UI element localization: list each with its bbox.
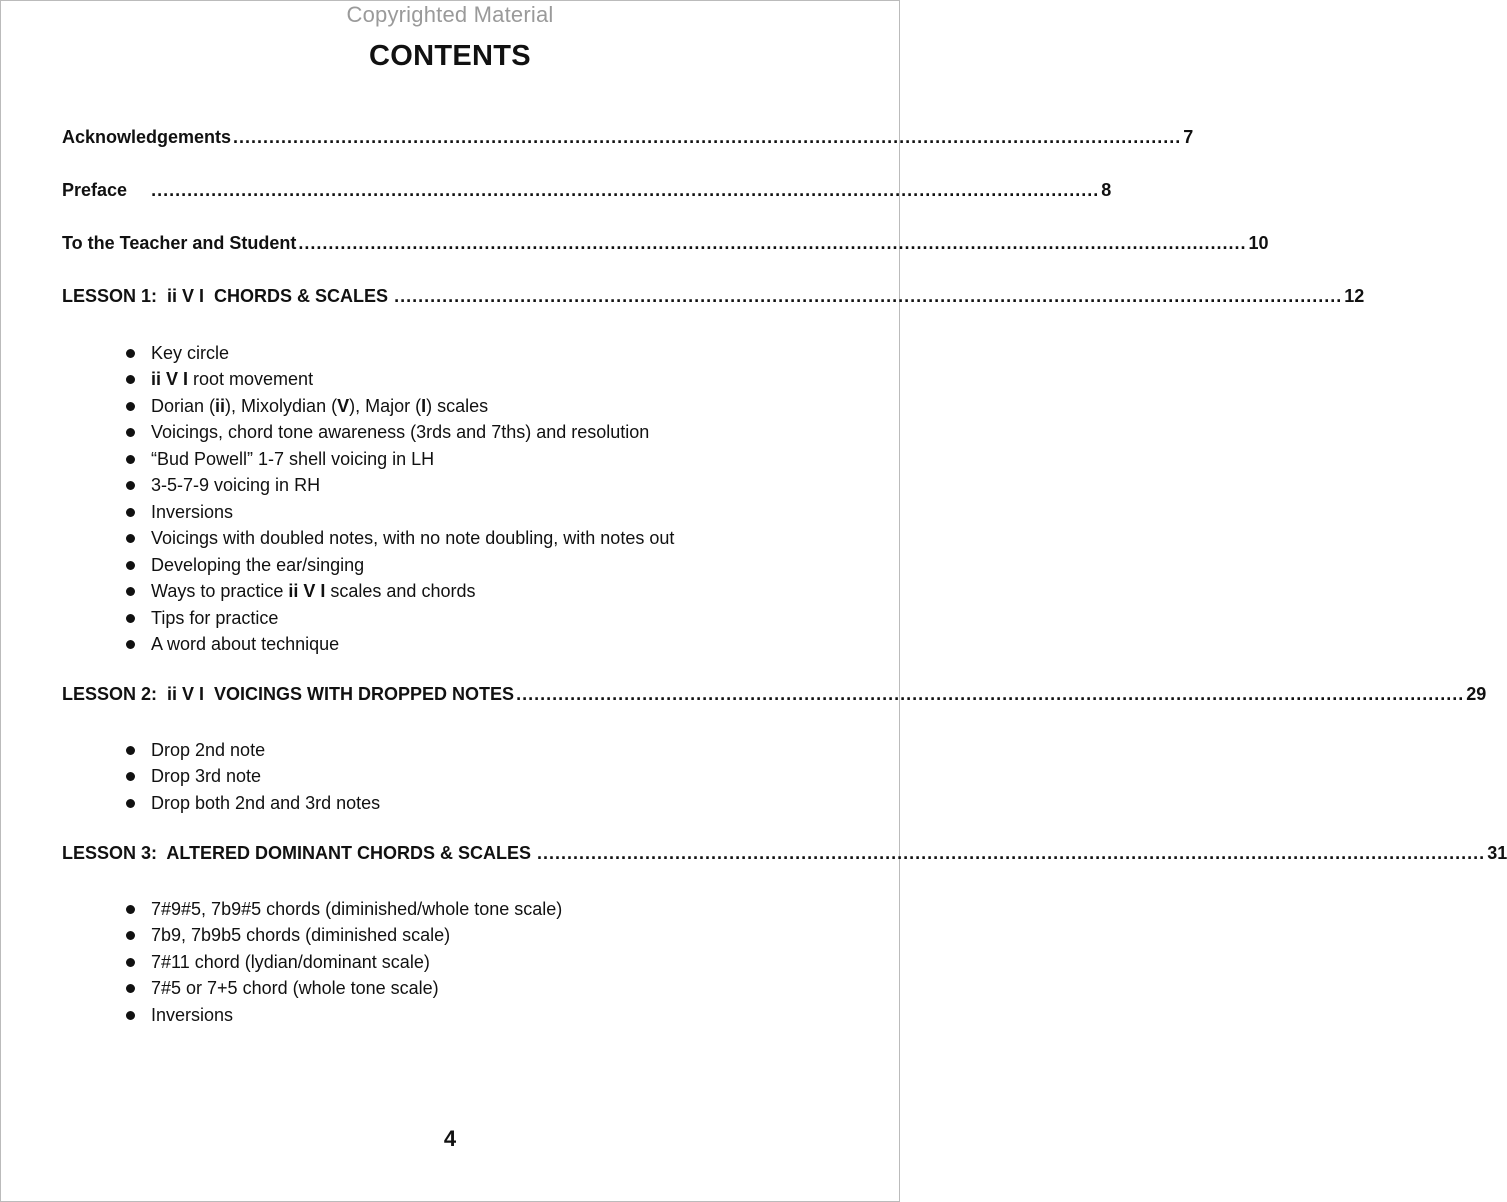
list-item: Key circle (126, 340, 826, 367)
list-item: Dorian ( ii ), Mixolydian ( V ), Major ( I ) scales (126, 393, 826, 420)
toc-label: LESSON 1: ii V I CHORDS & SCALES (62, 286, 389, 306)
toc-entry-acknowledgements[interactable] (62, 127, 1194, 153)
list-item: Tips for practice (126, 605, 826, 632)
toc-page: 31 (1487, 843, 1507, 863)
lesson-1-topics (126, 340, 826, 658)
toc-entry-preface[interactable] (62, 180, 1112, 206)
toc-label: LESSON 2: ii V I VOICINGS WITH DROPPED NOTES (62, 684, 515, 704)
bullet-icon (126, 746, 135, 755)
list-item: Drop 2nd note (126, 737, 826, 764)
toc-label: Preface (62, 180, 128, 200)
list-item: 7#11 chord (lydian/dominant scale) (126, 949, 826, 976)
page-number: 4 (443, 1126, 457, 1151)
bullet-icon (126, 349, 135, 358)
bullet-icon (126, 561, 135, 570)
bullet-icon (126, 587, 135, 596)
list-item: 7#5 or 7+5 chord (whole tone scale) (126, 976, 826, 1003)
bullet-icon (126, 428, 135, 437)
toc-page: 29 (1466, 684, 1487, 704)
bullet-icon (126, 984, 135, 993)
list-item: Ways to practice ii V I scales and chords (126, 579, 826, 606)
toc-label: Acknowledgements (62, 127, 232, 147)
toc-page: 10 (1248, 233, 1269, 253)
bullet-icon (126, 1011, 135, 1020)
toc-entry-lesson-3[interactable] (62, 843, 1507, 869)
bullet-icon (126, 481, 135, 490)
list-item: A word about technique (126, 632, 826, 659)
toc-leader: .............................................................................................................................................................. (516, 684, 1465, 704)
list-item: ii V I root movement (126, 367, 826, 394)
page-title: CONTENTS (369, 40, 531, 72)
toc-leader: .............................................................................................................................................................. (151, 180, 1100, 200)
list-item: Developing the ear/singing (126, 552, 826, 579)
list-item: 3-5-7-9 voicing in RH (126, 473, 826, 500)
toc-label: To the Teacher and Student (62, 233, 297, 253)
list-item: Drop both 2nd and 3rd notes (126, 790, 826, 817)
list-item: Drop 3rd note (126, 764, 826, 791)
bullet-icon (126, 931, 135, 940)
list-item: Inversions (126, 1002, 826, 1029)
toc-leader: .............................................................................................................................................................. (233, 127, 1182, 147)
lesson-3-topics (126, 896, 826, 1029)
toc-entry-lesson-2[interactable] (62, 684, 1487, 710)
watermark: Copyrighted Material (346, 2, 554, 27)
bullet-icon (126, 402, 135, 411)
toc-leader: .............................................................................................................................................................. (537, 843, 1486, 863)
list-item: 7#9#5, 7b9#5 chords (diminished/whole tone scale) (126, 896, 826, 923)
list-item: Voicings, chord tone awareness (3rds and 7ths) and resolution (126, 420, 826, 447)
bullet-icon (126, 614, 135, 623)
lesson-2-topics (126, 737, 826, 817)
bullet-icon (126, 455, 135, 464)
bullet-icon (126, 905, 135, 914)
toc-page: 8 (1101, 180, 1112, 200)
toc-page: 7 (1183, 127, 1194, 147)
bullet-icon (126, 375, 135, 384)
bullet-icon (126, 958, 135, 967)
toc-page: 12 (1344, 286, 1365, 306)
toc-leader: .............................................................................................................................................................. (298, 233, 1247, 253)
toc-label: LESSON 3: ALTERED DOMINANT CHORDS & SCALES (62, 843, 532, 863)
toc-entry-teacher-student[interactable] (62, 233, 1269, 259)
bullet-icon (126, 534, 135, 543)
toc-leader: .............................................................................................................................................................. (394, 286, 1343, 306)
bullet-icon (126, 799, 135, 808)
bullet-icon (126, 640, 135, 649)
bullet-icon (126, 508, 135, 517)
toc-entry-lesson-1[interactable] (62, 286, 1365, 312)
list-item: “Bud Powell” 1-7 shell voicing in LH (126, 446, 826, 473)
bullet-icon (126, 772, 135, 781)
list-item: Inversions (126, 499, 826, 526)
list-item: Voicings with doubled notes, with no note doubling, with notes out (126, 526, 826, 553)
list-item: 7b9, 7b9b5 chords (diminished scale) (126, 923, 826, 950)
